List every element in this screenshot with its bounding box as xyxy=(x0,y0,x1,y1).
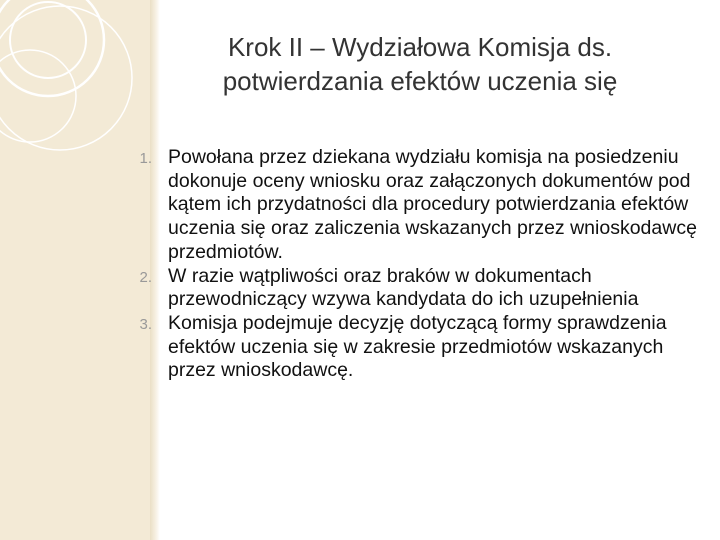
list-item-number: 2. xyxy=(139,268,152,286)
list-item-text: Powołana przez dziekana wydziału komisja na posiedzeniu dokonuje oceny wniosku oraz załączonych dokumentów pod kątem ich przydatności dla procedury potwierdzania efektów uczenia się oraz zaliczenia wskazanych przez wnioskodawcę przedmiotów. xyxy=(168,146,697,263)
list-item-text: W razie wątpliwości oraz braków w dokumentach przewodniczący wzywa kandydata do ich uzupełnienia xyxy=(168,264,639,311)
list-item xyxy=(118,146,700,265)
slide-title-line-2: potwierdzania efektów uczenia się xyxy=(222,66,618,96)
list-item xyxy=(118,265,700,312)
list-item xyxy=(118,312,700,383)
decorative-circle xyxy=(10,2,86,78)
list-item-number: 1. xyxy=(139,150,152,167)
slide-title-line-1: Krok II – Wydziałowa Komisja ds. xyxy=(227,32,613,62)
list-item-text: Komisja podejmuje decyzję dotyczącą formy sprawdzenia efektów uczenia się w zakresie przedmiotów wskazanych przez wnioskodawcę. xyxy=(168,311,667,382)
slide-title xyxy=(160,30,680,98)
steps-list xyxy=(118,146,700,383)
decorative-circle xyxy=(0,6,132,150)
decorative-circle xyxy=(0,0,104,96)
list-item-number: 3. xyxy=(139,315,152,333)
